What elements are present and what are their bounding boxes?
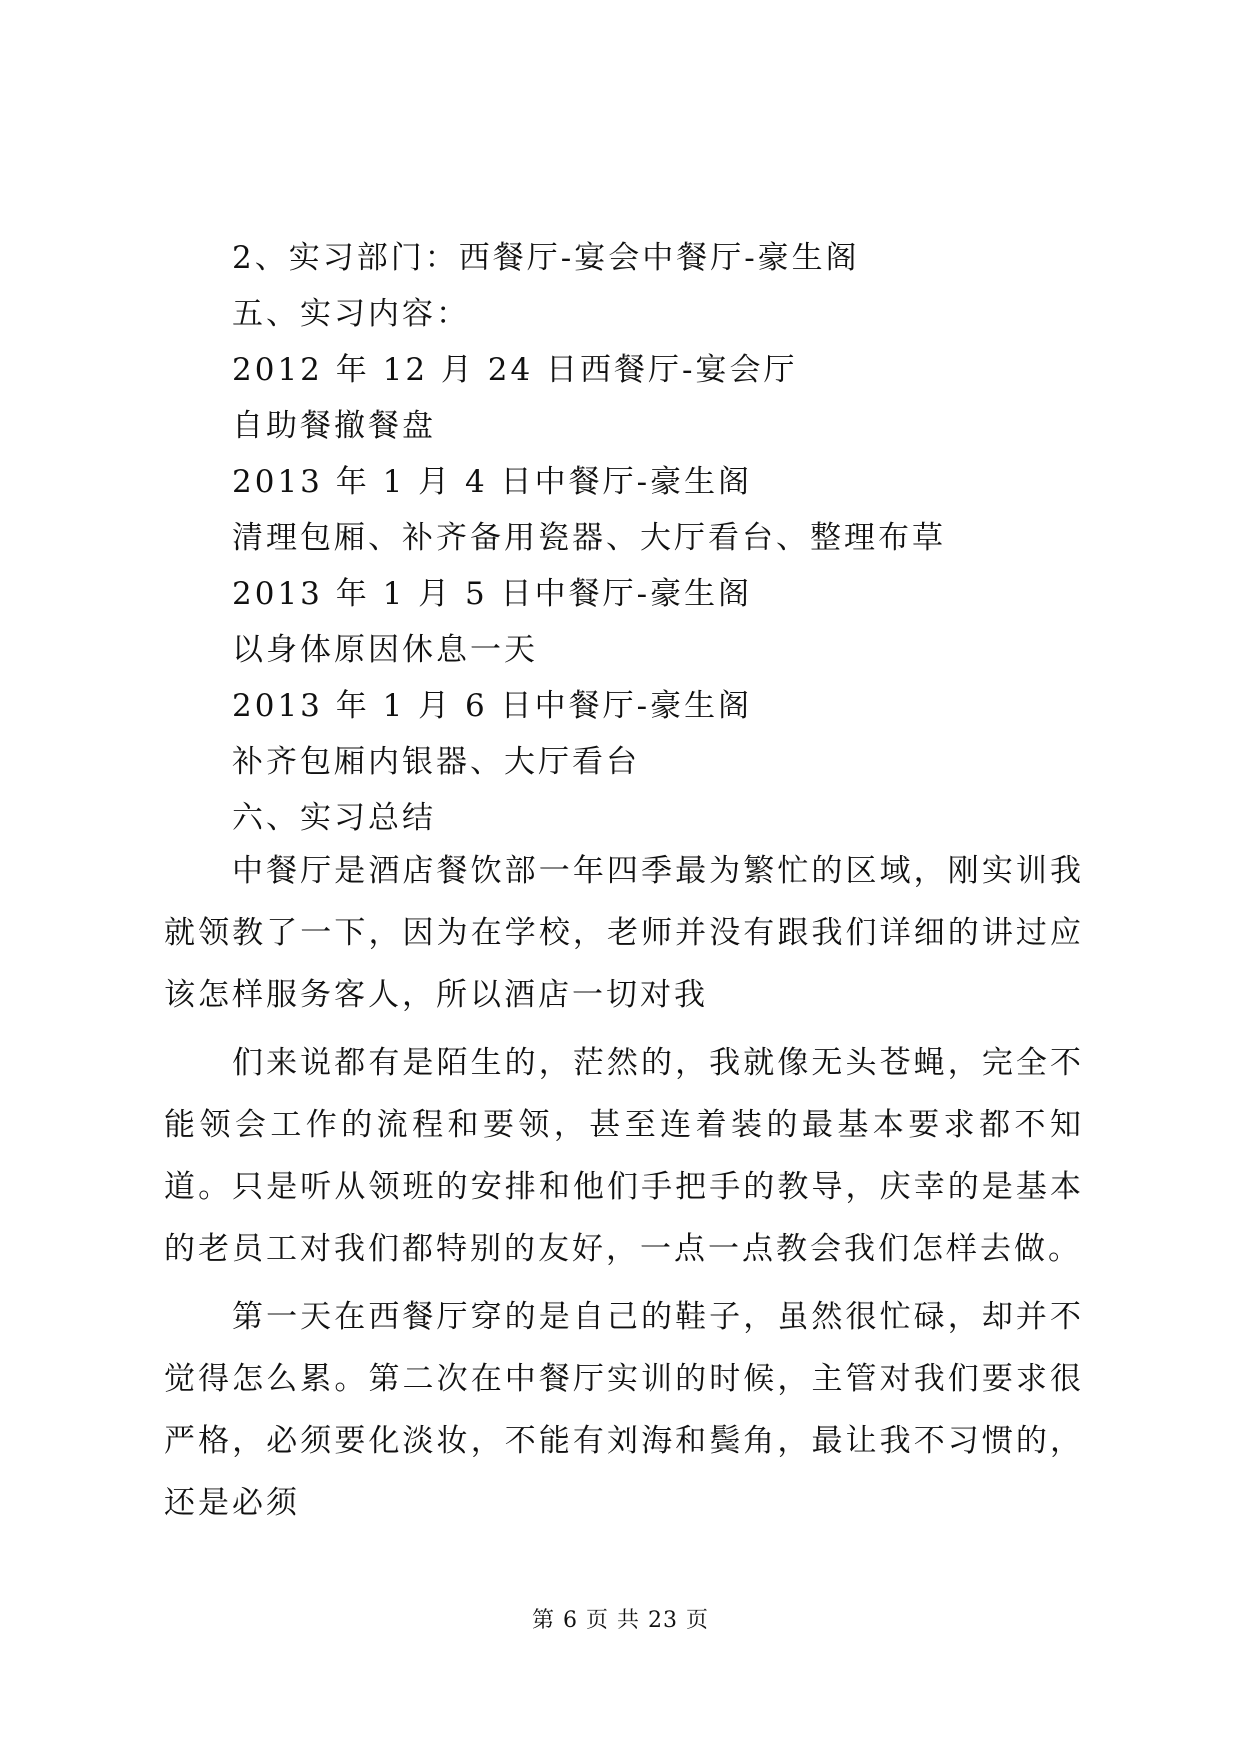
- paragraph-summary-1: 中餐厅是酒店餐饮部一年四季最为繁忙的区域，刚实训我就领教了一下，因为在学校，老师并没有跟我们详细的讲过应该怎样服务客人，所以酒店一切对我: [164, 853, 1084, 1013]
- line-task-1: 自助餐撤餐盘: [232, 408, 436, 444]
- line-date-4: 2013 年 1 月 6 日中餐厅-豪生阁: [232, 688, 753, 724]
- heading-practice-content: 五、实习内容：: [232, 296, 470, 332]
- heading-practice-summary: 六、实习总结: [232, 800, 436, 836]
- page-number-footer: 第 6 页 共 23 页: [532, 1608, 709, 1633]
- line-date-3: 2013 年 1 月 5 日中餐厅-豪生阁: [232, 576, 753, 612]
- paragraph-summary-3: 第一天在西餐厅穿的是自己的鞋子，虽然很忙碌，却并不觉得怎么累。第二次在中餐厅实训的时候，主管对我们要求很严格，必须要化淡妆，不能有刘海和鬓角，最让我不习惯的，还是必须: [164, 1299, 1084, 1521]
- line-date-1: 2012 年 12 月 24 日西餐厅-宴会厅: [232, 352, 798, 388]
- line-practice-department: 2、实习部门：西餐厅-宴会中餐厅-豪生阁: [232, 240, 860, 276]
- line-task-3: 以身体原因休息一天: [232, 632, 538, 668]
- paragraph-summary-2: 们来说都有是陌生的，茫然的，我就像无头苍蝇，完全不能领会工作的流程和要领，甚至连着装的最基本要求都不知道。只是听从领班的安排和他们手把手的教导，庆幸的是基本的老员工对我们都特别的友好，一点一点教会我们怎样去做。: [164, 1045, 1084, 1267]
- line-task-4: 补齐包厢内银器、大厅看台: [232, 744, 640, 780]
- line-date-2: 2013 年 1 月 4 日中餐厅-豪生阁: [232, 464, 753, 500]
- line-task-2: 清理包厢、补齐备用瓷器、大厅看台、整理布草: [232, 520, 946, 556]
